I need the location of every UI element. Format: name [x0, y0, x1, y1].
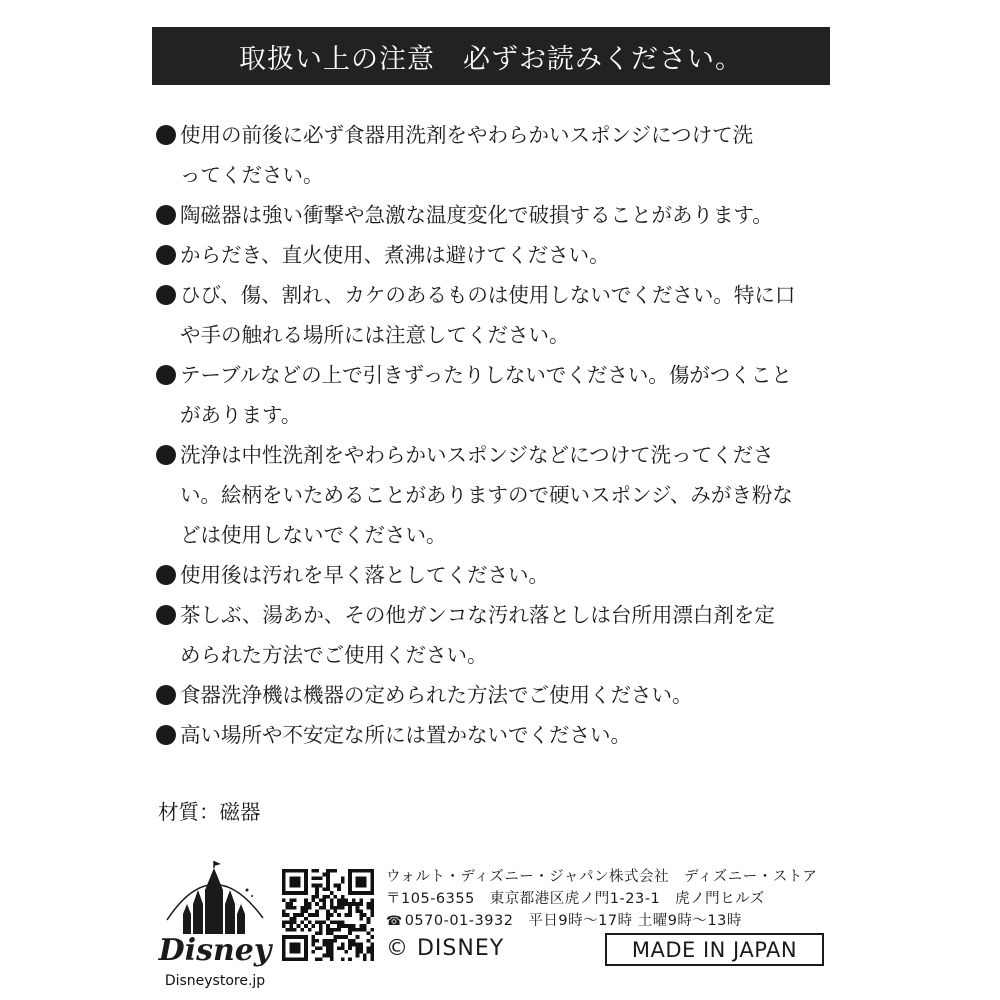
caution-item — [156, 355, 836, 435]
caution-text-line: ってください。 — [180, 163, 324, 187]
bullet-icon — [156, 605, 176, 625]
bullet-icon — [156, 365, 176, 385]
caution-item — [156, 675, 836, 715]
company-phone-row — [386, 910, 817, 933]
bullet-icon — [156, 245, 176, 265]
material-label: 材質：磁器 — [158, 800, 261, 824]
caution-item — [156, 555, 836, 595]
caution-item — [156, 235, 836, 275]
bullet-icon — [156, 565, 176, 585]
company-address: 〒105-6355 東京都港区虎ノ門1-23-1 虎ノ門ヒルズ — [386, 891, 765, 907]
caution-item — [156, 435, 836, 555]
bullet-icon — [156, 725, 176, 745]
caution-item — [156, 195, 836, 235]
caution-text-line: 洗浄は中性洗剤をやわらかいスポンジなどにつけて洗ってくださ — [180, 443, 774, 467]
store-url: Disneystore.jp — [164, 973, 266, 989]
caution-item — [156, 595, 836, 675]
caution-text-line: 食器洗浄機は機器の定められた方法でご使用ください。 — [180, 683, 693, 707]
made-in-badge: MADE IN JAPAN — [605, 933, 824, 966]
bullet-icon — [156, 285, 176, 305]
bullet-icon — [156, 125, 176, 145]
caution-text-line: テーブルなどの上で引きずったりしないでください。傷がつくこと — [180, 363, 792, 387]
company-info — [386, 866, 817, 933]
caution-item — [156, 115, 836, 195]
caution-text-line: からだき、直火使用、煮沸は避けてください。 — [180, 243, 610, 267]
castle-logo-icon — [155, 860, 275, 972]
caution-text-line: があります。 — [180, 403, 302, 427]
caution-text-line: 高い場所や不安定な所には置かないでください。 — [180, 723, 631, 747]
disney-logo — [155, 860, 275, 990]
logo-wordmark: Disney — [158, 933, 272, 968]
company-name: ウォルト・ディズニー・ジャパン株式会社 ディズニー・ストア — [386, 869, 818, 885]
caution-header: 取扱い上の注意 必ずお読みください。 — [152, 27, 830, 85]
caution-text-line: 使用の前後に必ず食器用洗剤をやわらかいスポンジにつけて洗 — [180, 123, 754, 147]
caution-text-line: められた方法でご使用ください。 — [180, 643, 488, 667]
bullet-icon — [156, 445, 176, 465]
caution-text-line: い。絵柄をいためることがありますので硬いスポンジ、みがき粉な — [180, 483, 793, 507]
bullet-icon — [156, 205, 176, 225]
caution-text-line: 使用後は汚れを早く落としてください。 — [180, 563, 549, 587]
caution-text-line: 茶しぶ、湯あか、その他ガンコな汚れ落としは台所用漂白剤を定 — [180, 603, 775, 627]
caution-text-line: どは使用しないでください。 — [180, 523, 447, 547]
qr-code — [282, 869, 374, 961]
caution-list — [156, 115, 836, 755]
bullet-icon — [156, 685, 176, 705]
company-phone: 0570-01-3932 平日9時〜17時 土曜9時〜13時 — [404, 913, 742, 929]
caution-text-line: や手の触れる場所には注意してください。 — [180, 323, 570, 347]
caution-text-line: 陶磁器は強い衝撃や急激な温度変化で破損することがあります。 — [180, 203, 773, 227]
caution-item — [156, 275, 836, 355]
caution-text-line: ひび、傷、割れ、カケのあるものは使用しないでください。特に口 — [180, 283, 796, 307]
caution-item — [156, 715, 836, 755]
copyright: © DISNEY — [386, 936, 505, 961]
phone-icon: ☎ — [386, 914, 403, 929]
